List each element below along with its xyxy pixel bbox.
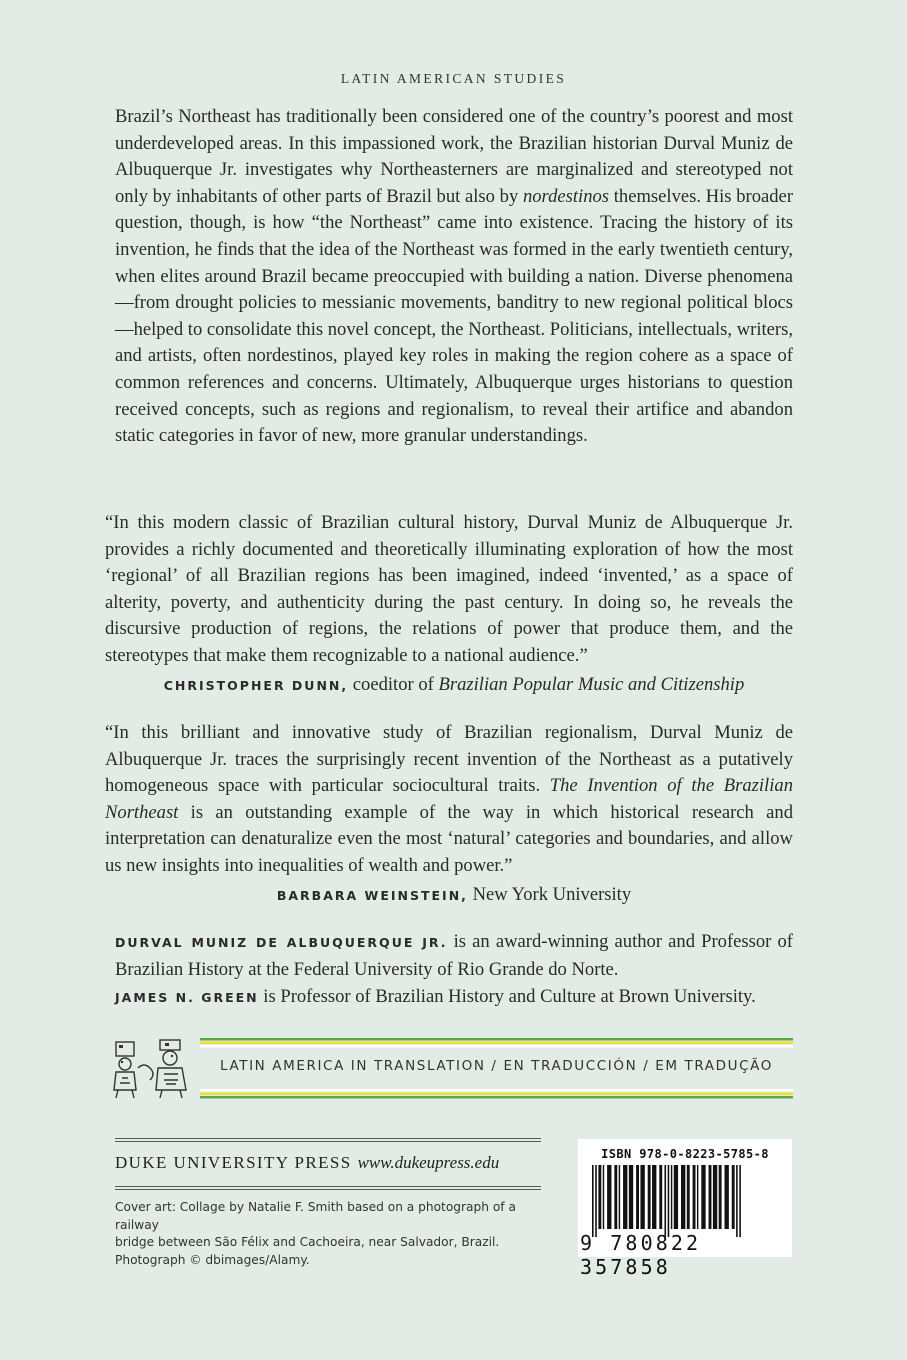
endorsement-text-a: “In this brilliant and innovative study of Brazilian regionalism, Durval Muniz de Albuquerque Jr. traces the surprisingly recent invention of the Northeast as a putatively homogeneous space with particular sociocultural traits. bbox=[105, 722, 793, 797]
barcode-bars bbox=[592, 1165, 782, 1237]
translator-bio-text: is Professor of Brazilian History and Culture at Brown University. bbox=[258, 986, 756, 1007]
barcode-bar bbox=[701, 1165, 705, 1229]
barcode-bar bbox=[640, 1165, 644, 1229]
translator-bio bbox=[115, 983, 793, 1011]
barcode-bar bbox=[687, 1165, 690, 1229]
barcode-bar bbox=[659, 1165, 662, 1229]
description-part-1: Brazil’s Northeast has traditionally been considered one of the country’s poorest and most underdeveloped areas. In this impassioned work, the Brazilian historian Durval Muniz de Albuquerque Jr. investigates why Northeasterners are marginalized and stereotyped not only by inhabitants of other parts of Brazil but also by bbox=[115, 106, 793, 207]
divider-rule bbox=[115, 1186, 541, 1190]
barcode-bar bbox=[674, 1165, 678, 1229]
publisher-url[interactable]: www.dukeupress.edu bbox=[357, 1153, 500, 1172]
endorsement-text-b: is an outstanding example of the way in which historical research and interpretation can denaturalize even the most ‘natural’ categories and boundaries, and allow us new insights into inequalities of wealth and power.” bbox=[105, 801, 793, 876]
credit-line: bridge between São Félix and Cachoeira, near Salvador, Brazil. bbox=[115, 1235, 500, 1249]
endorser-affiliation: New York University bbox=[467, 883, 632, 905]
series-logo-icon bbox=[110, 1038, 194, 1102]
endorsement-attribution bbox=[115, 672, 793, 700]
series-title: LATIN AMERICA IN TRANSLATION / EN TRADUCCIÓN / EM TRADUÇÃO bbox=[220, 1058, 773, 1074]
barcode-bar bbox=[739, 1165, 741, 1237]
credit-line: Photograph © dbimages/Alamy. bbox=[115, 1252, 310, 1267]
barcode-bar bbox=[607, 1165, 611, 1229]
publisher-name: DUKE UNIVERSITY PRESS bbox=[115, 1153, 352, 1172]
barcode-bar bbox=[595, 1165, 597, 1237]
publisher-line bbox=[115, 1153, 545, 1173]
endorsement-text: “In this modern classic of Brazilian cultural history, Durval Muniz de Albuquerque Jr. provides a richly documented and theoretically illuminating exploration of how the most ‘regional’ of all Brazilian regions has been imagined, indeed ‘invented,’ as a space of alterity, poverty, and authenticity during the past century. In doing so, he reveals the discursive production of regions, the relations of power that produce them, and the stereotypes that make them recognizable to a national audience.” bbox=[105, 512, 793, 666]
barcode-bar bbox=[693, 1165, 696, 1229]
endorsement-attribution bbox=[115, 882, 793, 910]
isbn-barcode: ISBN 978-0-8223-5785-8 9 780822 357858 bbox=[578, 1139, 792, 1257]
endorser-affiliation: coeditor of bbox=[348, 673, 439, 695]
barcode-bar bbox=[623, 1165, 627, 1229]
barcode-bar bbox=[732, 1165, 735, 1229]
barcode-bar bbox=[629, 1165, 633, 1229]
barcode-bar bbox=[619, 1165, 620, 1229]
author-bios bbox=[115, 928, 793, 1011]
author-name: DURVAL MUNIZ DE ALBUQUERQUE JR. bbox=[115, 935, 448, 950]
barcode-bar bbox=[736, 1165, 738, 1237]
author-bio-text: is an award-winning author and Professor of Brazilian History at the Federal University of Rio Grande do Norte. bbox=[115, 931, 793, 980]
barcode-bar bbox=[719, 1165, 722, 1229]
endorsement-dunn bbox=[105, 510, 793, 699]
barcode-bar bbox=[598, 1165, 601, 1229]
description-part-2: themselves. His broader question, though, is how “the Northeast” came into existence. Tracing the history of its invention, he finds that the idea of the Northeast was formed in the early twentieth century, when elites around Brazil became preoccupied with building a nation. Diverse phenomena—from drought policies to messianic movements, banditry to new regional political blocs—helped to consolidate this novel concept, the Northeast. Politicians, intellectuals, writers, and artists, often nordestinos, played key roles in making the region cohere as a space of common references and concerns. Ultimately, Albuquerque urges historians to question received concepts, such as regions and regionalism, to reveal their artifice and abandon static categories in favor of new, more granular understandings. bbox=[115, 185, 794, 447]
author-bio bbox=[115, 928, 793, 983]
barcode-bar bbox=[709, 1165, 712, 1229]
isbn-label: ISBN 978-0-8223-5785-8 bbox=[601, 1147, 769, 1161]
barcode-bar bbox=[671, 1165, 672, 1229]
series-header: LATIN AMERICAN STUDIES bbox=[340, 71, 567, 86]
barcode-bar bbox=[713, 1165, 717, 1229]
endorsement-book-title: The Invention of the Brazilian Northeast bbox=[105, 775, 793, 823]
endorser-book-title: Brazilian Popular Music and Citizenship bbox=[438, 673, 745, 695]
translator-name: JAMES N. GREEN bbox=[115, 990, 259, 1005]
barcode-bar bbox=[636, 1165, 639, 1229]
banner-bottom-stripes bbox=[200, 1089, 793, 1099]
barcode-bar bbox=[681, 1165, 685, 1229]
endorsement-weinstein bbox=[105, 720, 793, 909]
barcode-bar bbox=[614, 1165, 617, 1229]
barcode-bar bbox=[668, 1165, 670, 1237]
barcode-bar bbox=[664, 1165, 666, 1237]
barcode-bar bbox=[603, 1165, 604, 1229]
credit-line: Cover art: Collage by Natalie F. Smith based on a photograph of a railway bbox=[115, 1200, 516, 1232]
description-italic-term: nordestinos bbox=[522, 185, 610, 207]
barcode-bar bbox=[648, 1165, 651, 1229]
banner-top-stripes bbox=[200, 1038, 793, 1048]
divider-rule bbox=[115, 1138, 541, 1142]
barcode-bar bbox=[697, 1165, 698, 1229]
cover-credit bbox=[115, 1199, 545, 1269]
endorser-name: CHRISTOPHER DUNN, bbox=[163, 677, 349, 693]
barcode-bar bbox=[592, 1165, 594, 1237]
barcode-bar bbox=[652, 1165, 656, 1229]
book-description bbox=[115, 104, 793, 450]
endorser-name: BARBARA WEINSTEIN, bbox=[276, 887, 468, 903]
barcode-bar bbox=[725, 1165, 729, 1229]
endorsement-text bbox=[105, 720, 793, 880]
series-banner bbox=[200, 1038, 793, 1100]
